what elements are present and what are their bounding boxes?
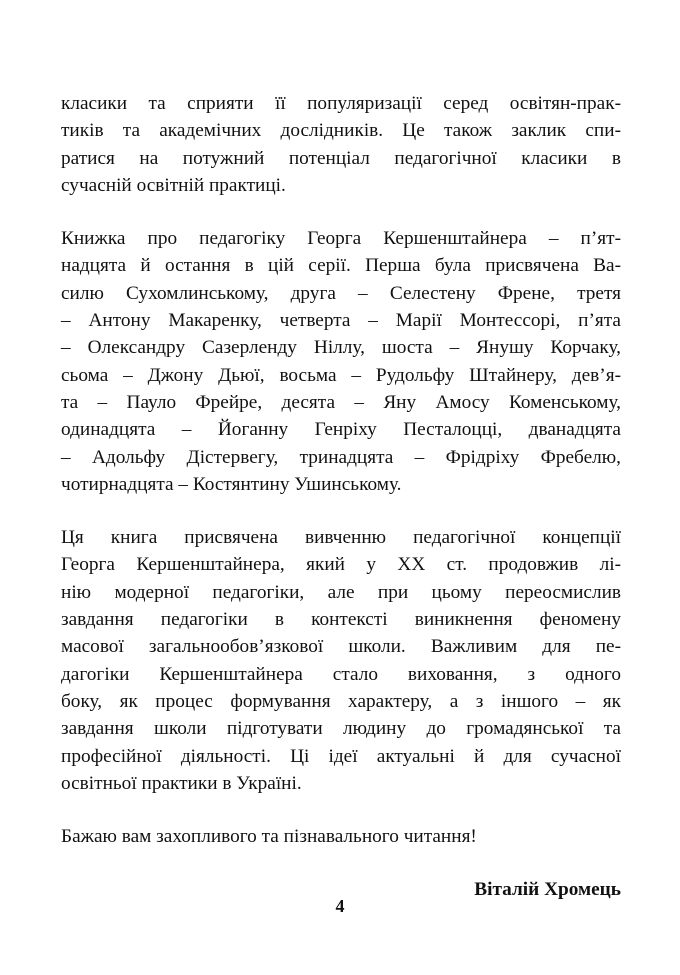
text-line: класики та сприяти її популяризації серед освітян-прак- — [61, 93, 621, 114]
text-line: чотирнадцята – Костянтину Ушинському. — [61, 473, 402, 495]
text-line: завдання школи підготувати людину до громадянської та — [61, 718, 621, 740]
text-line: сучасній освітній практиці. — [61, 174, 286, 196]
text-line: сьома – Джону Дьюї, восьма – Рудольфу Штайнеру, дев’я- — [61, 364, 621, 386]
text-line: ратися на потужний потенціал педагогічної класики в — [61, 147, 621, 169]
text-line: Ця книга присвячена вивченню педагогічної концепції — [61, 527, 621, 549]
paragraph-3 — [61, 524, 621, 797]
author-signature: Віталій Хромець — [474, 879, 621, 901]
text-line: – Адольфу Дістервегу, тринадцята – Фрідріху Фребелю, — [61, 446, 621, 468]
text-line: боку, як процес формування характеру, а з іншого – як — [61, 690, 621, 712]
text-line: – Олександру Сазерленду Ніллу, шоста – Янушу Корчаку, — [61, 337, 621, 359]
text-line: масової загальнообов’язкової школи. Важливим для пе- — [61, 636, 621, 658]
text-line: – Антону Макаренку, четверта – Марії Монтессорі, п’ята — [61, 310, 621, 332]
page-content — [61, 90, 621, 904]
text-line: професійної діяльності. Ці ідеї актуальні й для сучасної — [61, 745, 621, 767]
text-line: силю Сухомлинському, друга – Селестену Френе, третя — [61, 282, 621, 304]
text-line: освітньої практики в Україні. — [61, 772, 302, 794]
paragraph-closing — [61, 823, 621, 850]
text-line: та – Пауло Фрейре, десята – Яну Амосу Коменському, — [61, 391, 621, 413]
text-line: завдання педагогіки в контексті виникнення феномену — [61, 609, 621, 631]
text-line: Георга Кершенштайнера, який у XX ст. продовжив лі- — [61, 554, 621, 576]
text-line: Книжка про педагогіку Георга Кершенштайнера – п’ят- — [61, 228, 621, 250]
text-line: нію модерної педагогіки, але при цьому переосмислив — [61, 581, 621, 603]
page-number: 4 — [335, 896, 345, 916]
text-line: дагогіки Кершенштайнера стало виховання, з одного — [61, 663, 621, 685]
text-line: Бажаю вам захопливого та пізнавального читання! — [61, 826, 477, 848]
text-line: одинадцята – Йоганну Генріху Песталоцці, дванадцята — [61, 419, 621, 441]
text-line: надцята й остання в цій серії. Перша була присвячена Ва- — [61, 255, 621, 277]
paragraph-1 — [61, 90, 621, 199]
paragraph-2 — [61, 225, 621, 498]
text-line: тиків та академічних дослідників. Це також заклик спи- — [61, 120, 621, 142]
